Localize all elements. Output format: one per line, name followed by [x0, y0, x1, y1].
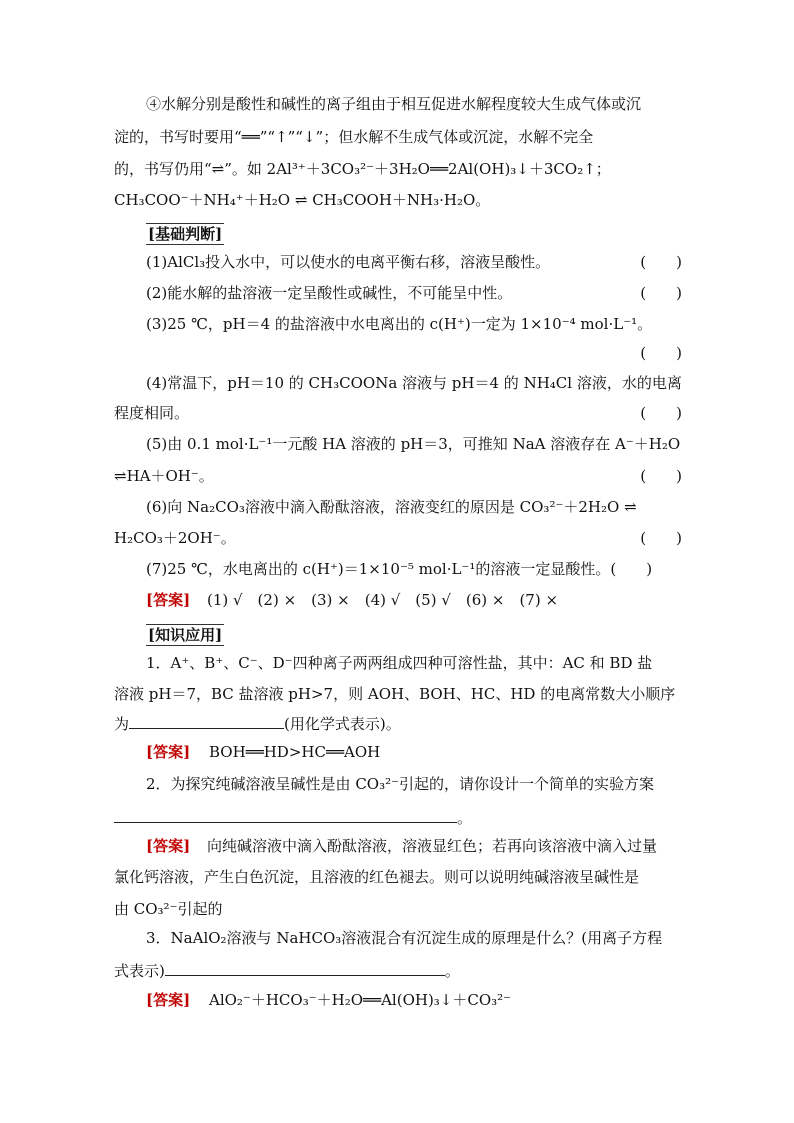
- section-tag-knowledge-application: [知识应用]: [148, 626, 223, 644]
- judgment-blank-3[interactable]: ( ): [640, 344, 682, 362]
- judgment-blank-5[interactable]: ( ): [640, 467, 682, 485]
- judgment-item-2: (2)能水解的盐溶液一定呈酸性或碱性，不可能呈中性。: [146, 284, 513, 302]
- q2-answer-blank[interactable]: [114, 806, 457, 823]
- q2-answer-line-1: 向纯碱溶液中滴入酚酞溶液，溶液显红色；若再向该溶液中滴入过量: [206, 837, 657, 855]
- note-line-3: 的，书写仍用“⇌”。如 2Al³⁺＋3CO₃²⁻＋3H₂O══2Al(OH)₃↓＋3CO₂↑；: [114, 160, 611, 178]
- judgment-item-5-line-1: (5)由 0.1 mol·L⁻¹一元酸 HA 溶液的 pH＝3，可推知 NaA 溶液存在 A⁻＋H₂O: [146, 435, 681, 453]
- answer-text: (1) √ (2) × (3) × (4) √ (5) √ (6) × (7) ×: [206, 591, 559, 609]
- q1-line-3: [114, 712, 682, 734]
- judgment-blank-4[interactable]: ( ): [640, 404, 682, 422]
- q1-prefix: 为: [114, 715, 130, 733]
- q2-answer-line-3: 由 CO₃²⁻引起的: [114, 900, 223, 918]
- judgment-item-4-line-1: (4)常温下，pH＝10 的 CH₃COONa 溶液与 pH＝4 的 NH₄Cl 溶液，水的电离: [146, 374, 682, 392]
- judgment-item-6-line-1: (6)向 Na₂CO₃溶液中滴入酚酞溶液，溶液变红的原因是 CO₃²⁻＋2H₂O ⇌: [146, 498, 637, 516]
- q2-answer-line-2: 氯化钙溶液，产生白色沉淀，且溶液的红色褪去。则可以说明纯碱溶液呈碱性是: [114, 868, 640, 886]
- note-line-1: ④水解分别是酸性和碱性的离子组由于相互促进水解程度较大生成气体或沉: [146, 95, 642, 113]
- judgment-blank-2[interactable]: ( ): [640, 284, 682, 302]
- q3-answer-tag: [答案]: [146, 991, 191, 1009]
- judgment-blank-1[interactable]: ( ): [640, 253, 682, 271]
- note-line-2: 淀的，书写时要用“══”“↑”“↓”；但水解不生成气体或沉淀，水解不完全: [114, 128, 594, 146]
- judgment-item-1: (1)AlCl₃投入水中，可以使水的电离平衡右移，溶液呈酸性。: [146, 253, 551, 271]
- q3-line-2: [114, 959, 682, 981]
- q1-suffix: (用化学式表示)。: [284, 715, 401, 733]
- q1-answer-blank[interactable]: [129, 712, 284, 729]
- q2-answer-row-1: [146, 836, 682, 856]
- judgment-item-3: (3)25 ℃，pH＝4 的盐溶液中水电离出的 c(H⁺)一定为 1×10⁻⁴ mol·L⁻¹。: [146, 315, 653, 333]
- judgment-item-5-line-2: ⇌HA＋OH⁻。: [114, 467, 214, 485]
- q3-answer-blank[interactable]: [165, 959, 445, 976]
- q2-line-1: 2．为探究纯碱溶液呈碱性是由 CO₃²⁻引起的，请你设计一个简单的实验方案: [146, 775, 655, 793]
- q3-answer-row: [146, 990, 682, 1010]
- q1-line-2: 溶液 pH＝7，BC 盐溶液 pH>7，则 AOH、BOH、HC、HD 的电离常数大小顺序: [114, 685, 676, 703]
- q1-line-1: 1．A⁺、B⁺、C⁻、D⁻四种离子两两组成四种可溶性盐，其中：AC 和 BD 盐: [146, 654, 653, 672]
- judgment-item-4-line-2: 程度相同。: [114, 404, 190, 422]
- q2-line-2: [114, 806, 682, 828]
- answer-tag: [答案]: [146, 591, 191, 609]
- section-tag-basic-judgment: [基础判断]: [148, 225, 223, 243]
- judgment-item-6-line-2: H₂CO₃＋2OH⁻。: [114, 529, 236, 547]
- q1-answer-text: BOH══HD>HC══AOH: [208, 743, 381, 761]
- q2-answer-tag: [答案]: [146, 837, 191, 855]
- q3-prefix: 式表示): [114, 962, 165, 980]
- judgment-blank-6[interactable]: ( ): [640, 529, 682, 547]
- q3-suffix: 。: [444, 962, 460, 980]
- judgment-answer-row: [146, 590, 682, 610]
- q3-line-1: 3．NaAlO₂溶液与 NaHCO₃溶液混合有沉淀生成的原理是什么？(用离子方程: [146, 929, 663, 947]
- q3-answer-text: AlO₂⁻＋HCO₃⁻＋H₂O══Al(OH)₃↓＋CO₃²⁻: [208, 991, 512, 1009]
- judgment-item-7: (7)25 ℃，水电离出的 c(H⁺)＝1×10⁻⁵ mol·L⁻¹的溶液一定显酸性。( ): [146, 560, 653, 578]
- q2-suffix: 。: [457, 809, 473, 827]
- q1-answer-tag: [答案]: [146, 743, 191, 761]
- q1-answer-row: [146, 742, 682, 762]
- note-line-4: CH₃COO⁻＋NH₄⁺＋H₂O ⇌ CH₃COOH＋NH₃·H₂O。: [114, 191, 491, 209]
